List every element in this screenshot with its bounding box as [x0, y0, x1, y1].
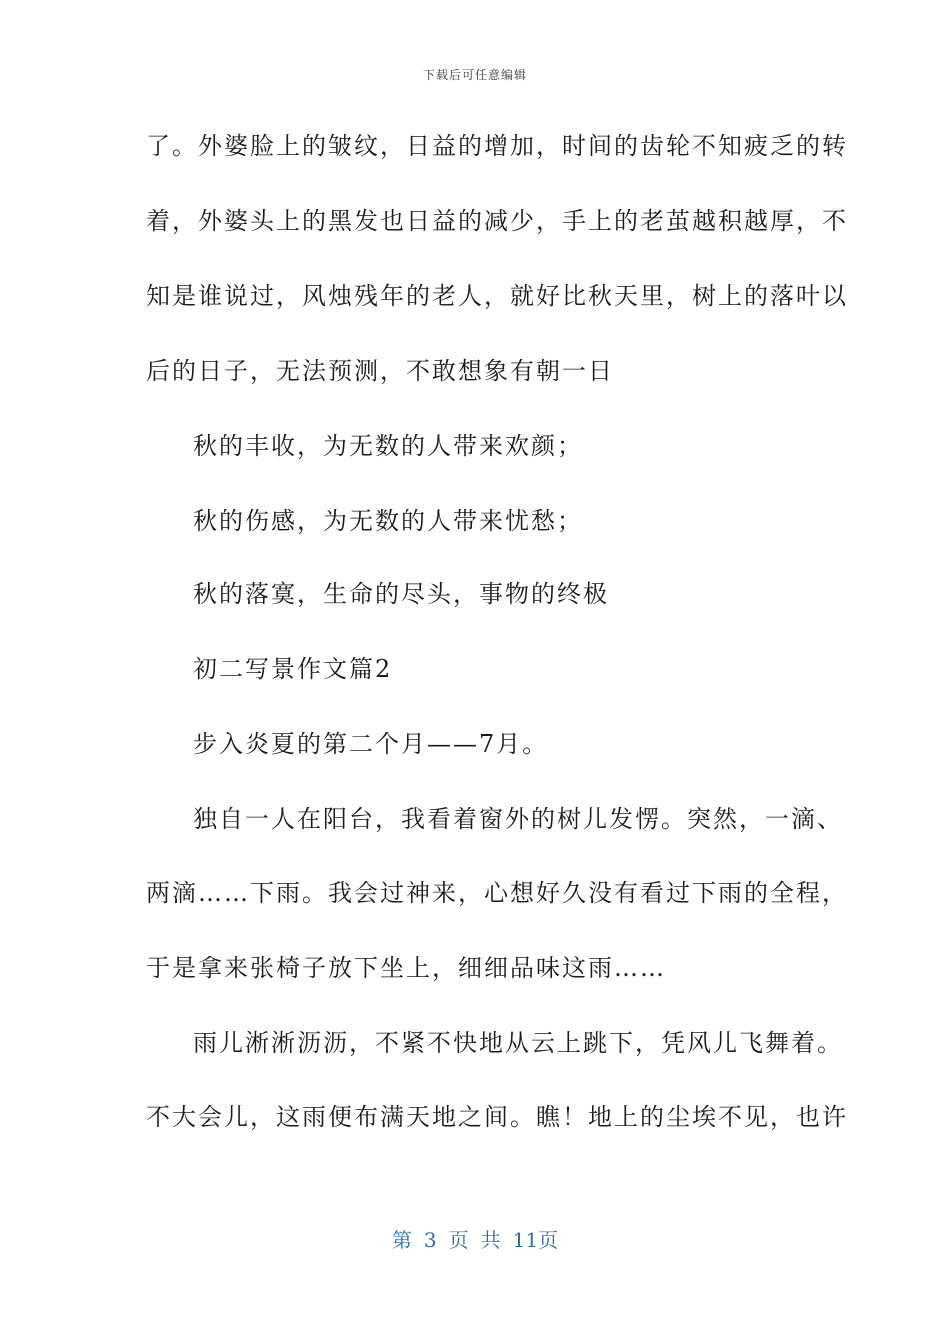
page-footer	[0, 1224, 950, 1253]
body-line: 步入炎夏的第二个月——7月。	[193, 730, 549, 758]
page-header: 下载后可任意编辑	[422, 68, 527, 82]
footer-total-label: 共	[480, 1228, 501, 1252]
footer-page-label: 第	[391, 1228, 412, 1252]
body-line: 秋的伤感，为无数的人带来忧愁；	[193, 507, 583, 535]
body-line: 不大会儿，这雨便布满天地之间。瞧！地上的尘埃不见，也许	[146, 1103, 848, 1131]
body-line: 于是拿来张椅子放下坐上，细细品味这雨……	[146, 954, 666, 982]
section-heading: 初二写景作文篇2	[193, 655, 393, 683]
body-line: 雨儿淅淅沥沥，不紧不快地从云上跳下，凭风儿飞舞着。	[193, 1029, 843, 1057]
body-line: 独自一人在阳台，我看着窗外的树儿发愣。突然，一滴、	[193, 805, 843, 833]
body-line: 秋的落寞，生命的尽头，事物的终极	[193, 580, 609, 608]
body-line: 知是谁说过，风烛残年的老人，就好比秋天里，树上的落叶以	[146, 282, 848, 310]
footer-total-pages: 11页	[512, 1228, 559, 1252]
body-line: 秋的丰收，为无数的人带来欢颜；	[193, 432, 583, 460]
body-line: 了。外婆脸上的皱纹，日益的增加，时间的齿轮不知疲乏的转	[146, 132, 848, 160]
body-line: 后的日子，无法预测，不敢想象有朝一日	[146, 357, 614, 385]
footer-page-unit: 页	[448, 1228, 469, 1252]
footer-page-number: 3	[423, 1228, 437, 1252]
body-line: 两滴……下雨。我会过神来，心想好久没有看过下雨的全程，	[146, 879, 848, 907]
body-line: 着，外婆头上的黑发也日益的减少，手上的老茧越积越厚，不	[146, 207, 848, 235]
